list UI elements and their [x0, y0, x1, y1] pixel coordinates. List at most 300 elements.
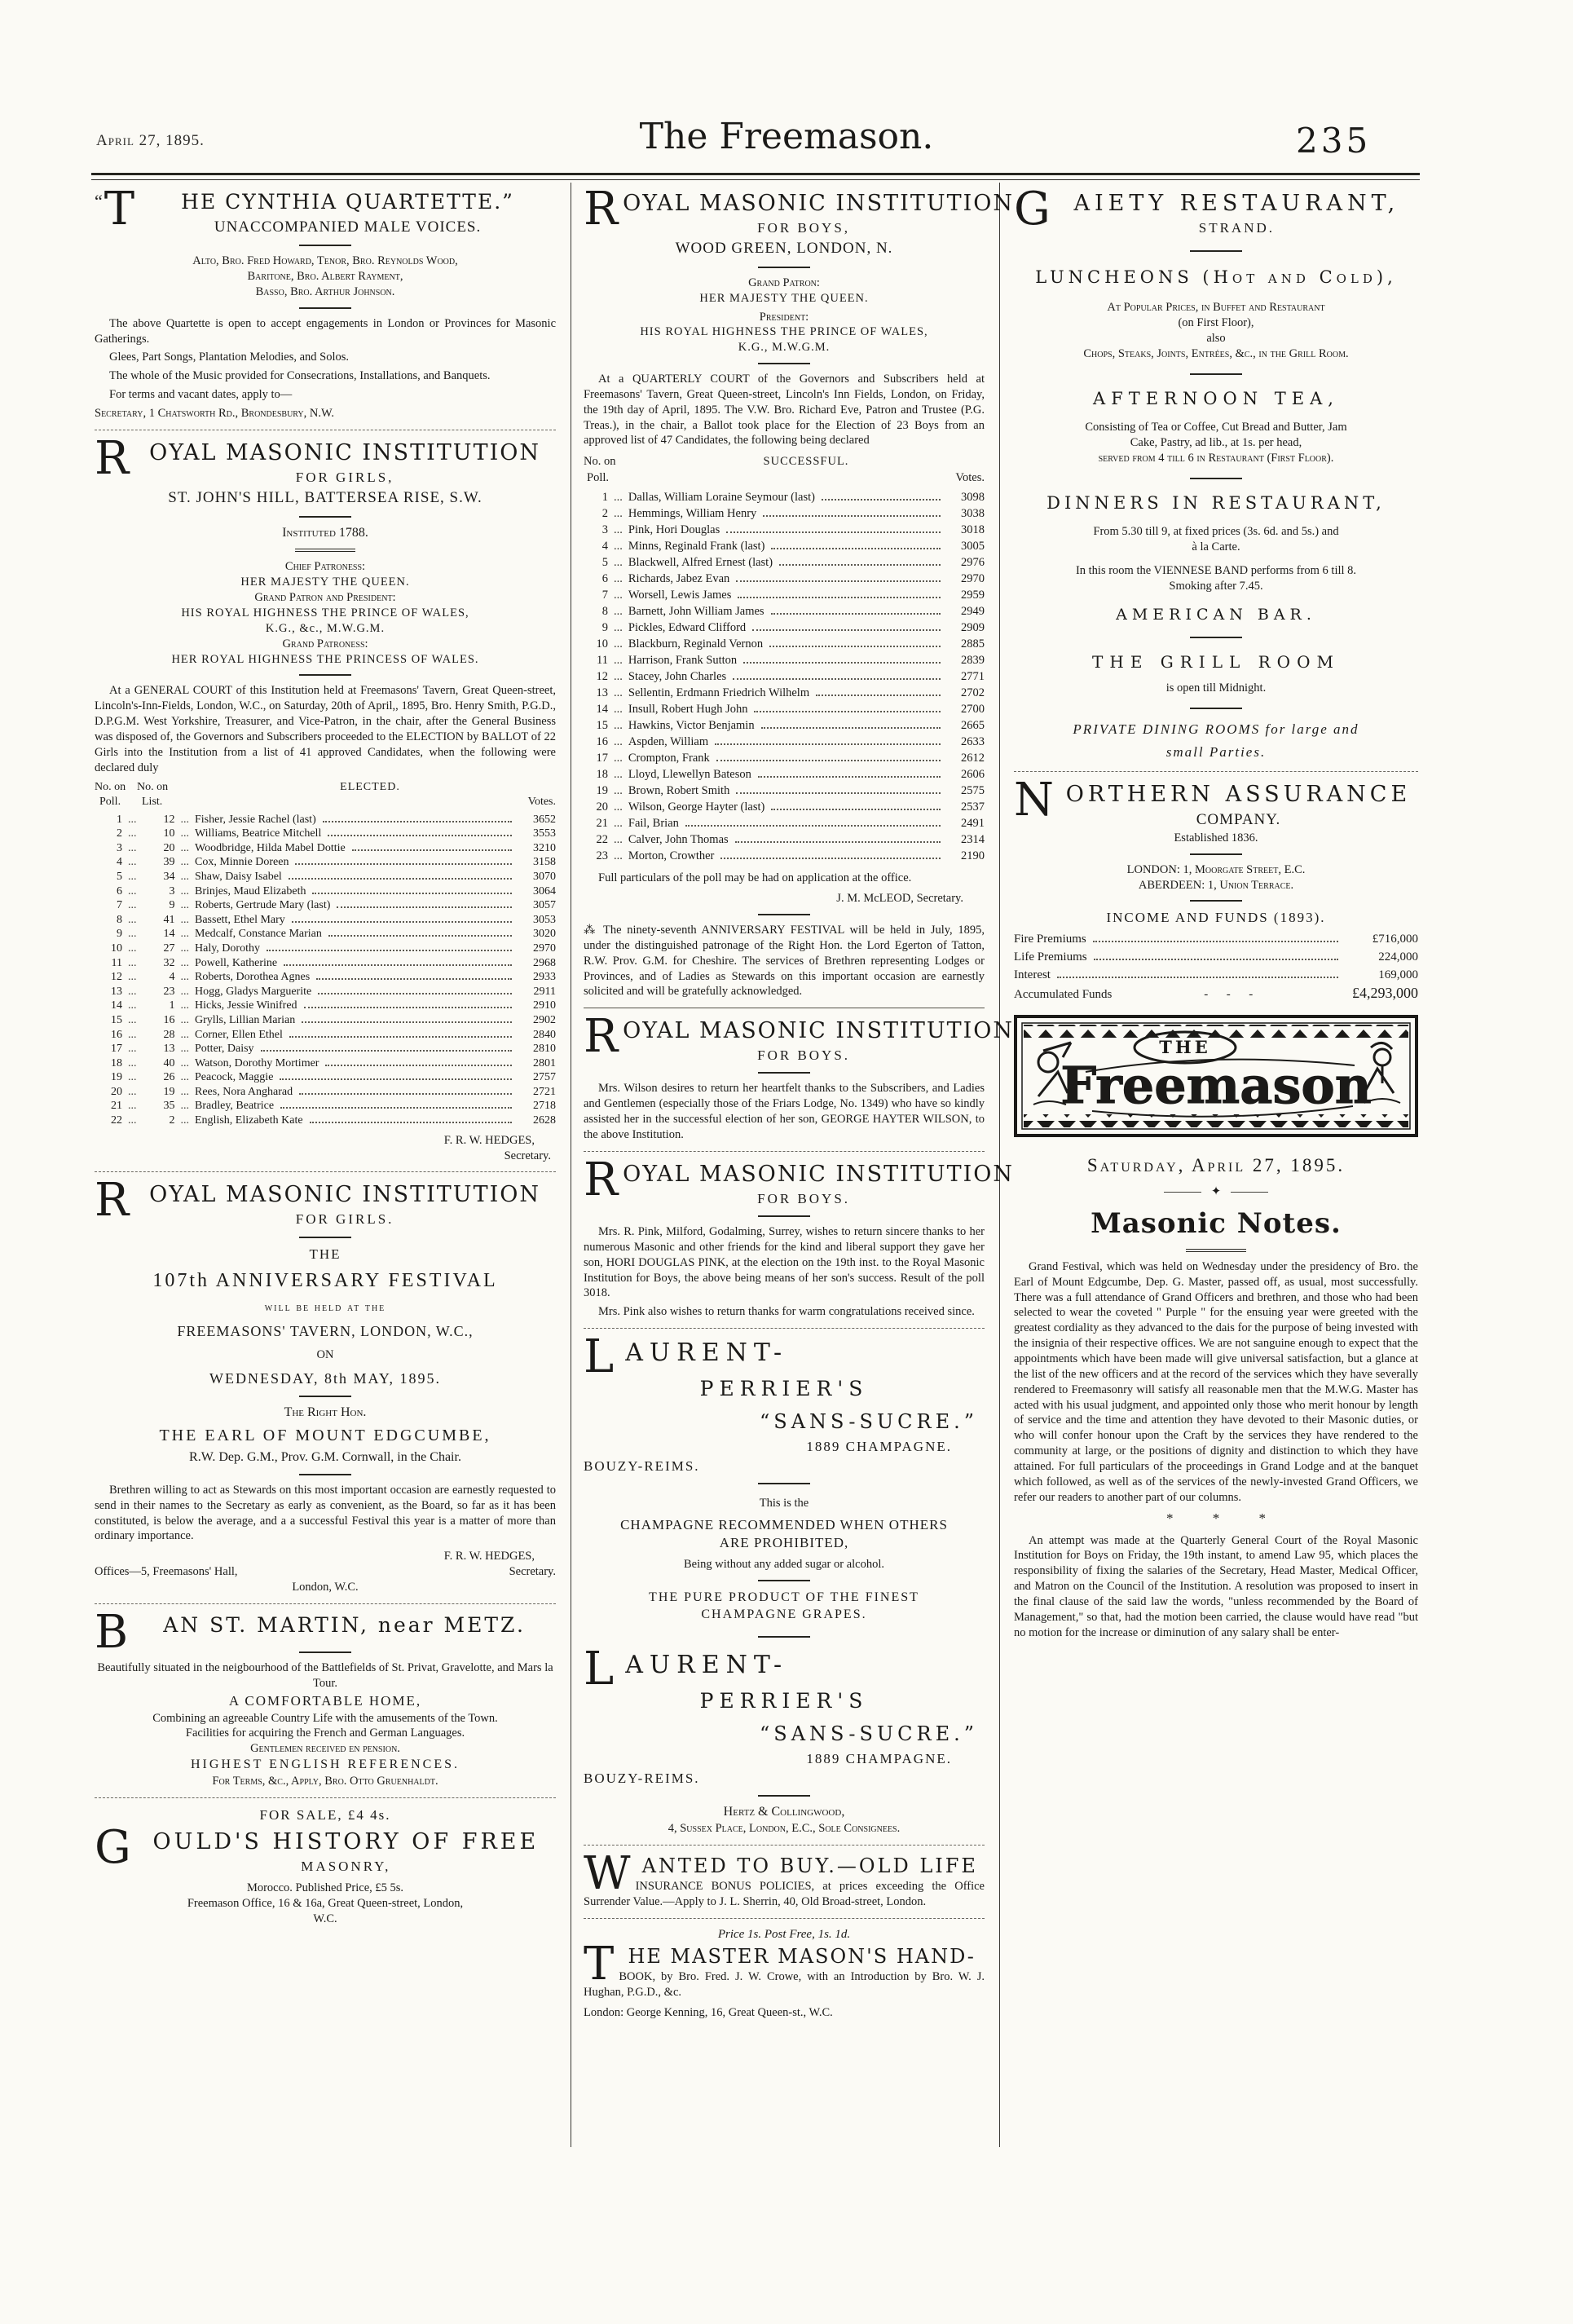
cynthia-secretary-address: Secretary, 1 Chatsworth Rd., Brondesbury, N.W. — [95, 406, 334, 420]
lp2-line1: AURENT- — [625, 1651, 789, 1680]
leader-line — [328, 935, 512, 937]
boys-row-poll: 4 — [601, 540, 608, 553]
income-funds-title: INCOME AND FUNDS (1893). — [1106, 910, 1326, 926]
leader-line — [779, 564, 941, 566]
dinners-line-1: From 5.30 till 9, at fixed prices (3s. 6d. and 5s.) and — [1093, 524, 1339, 538]
festival-institution-sub: FOR GIRLS. — [295, 1211, 394, 1228]
boys-row-votes: 2537 — [961, 800, 985, 814]
leader-line — [758, 776, 941, 778]
dinners-title: DINNERS IN RESTAURANT, — [1046, 492, 1386, 513]
leader-dots: ... — [614, 654, 623, 668]
ban-p1: Beautifully situated in the neigbourhood of the Battlefields of St. Privat, Gravelotte, and Mars la Tour. — [97, 1660, 553, 1690]
girls-row-list: 27 — [163, 942, 175, 955]
boys-row-name: Barnett, John William James — [628, 605, 764, 619]
girls-row-list: 39 — [163, 856, 175, 869]
leader-dots: ... — [614, 507, 623, 521]
girls-table-row — [95, 870, 556, 884]
lp2-line5: BOUZY-REIMS. — [584, 1771, 700, 1787]
leader-dots: ... — [180, 1028, 189, 1041]
girls-table-row — [95, 927, 556, 942]
boys-row-name: Pink, Hori Douglas — [628, 523, 720, 537]
boys-table-row — [584, 505, 985, 522]
girls-row-votes: 2968 — [533, 956, 556, 969]
girls-table-row — [95, 970, 556, 985]
section-divider — [95, 1171, 556, 1172]
girls-row-name: Williams, Beatrice Mitchell — [195, 827, 322, 840]
accumulated-label: Accumulated Funds — [1014, 988, 1113, 1002]
wanted-title: ANTED TO BUY.—OLD LIFE — [641, 1854, 978, 1877]
leader-line — [771, 809, 941, 810]
handbook-body: BOOK, by Bro. Fred. J. W. Crowe, with an Introduction by Bro. W. J. Hughan, P.G.D., &c. — [584, 1970, 985, 2000]
divider — [1190, 900, 1242, 902]
section-divider — [584, 1328, 985, 1329]
leader-line — [736, 580, 941, 582]
leader-dots: ... — [614, 719, 623, 733]
festival-the: THE — [309, 1246, 341, 1262]
leader-line — [743, 662, 941, 664]
boys-row-poll: 1 — [601, 491, 608, 505]
dropcap-r: R — [95, 431, 130, 485]
luncheons-line-4: Chops, Steaks, Joints, Entrées, &c., in the Grill Room. — [1083, 347, 1349, 361]
grill-room-title: THE GRILL ROOM — [1092, 652, 1340, 673]
leader-line — [304, 1007, 512, 1008]
star-separator: * * * — [1166, 1510, 1266, 1527]
boys-row-poll: 19 — [596, 784, 608, 798]
private-rooms-line-2: small Parties. — [1165, 743, 1267, 760]
leader-line — [761, 727, 941, 729]
girls-row-name: Medcalf, Constance Marian — [195, 928, 322, 941]
boys-president-1: HIS ROYAL HIGHNESS THE PRINCE OF WALES, — [640, 325, 928, 339]
ad-laurent-perrier-1 — [584, 1330, 985, 1638]
girls-table-row — [95, 913, 556, 928]
notes-para-2: An attempt was made at the Quarterly General Court of the Royal Masonic Institution for Boys on Friday, the 19th instant, to amend Law 95, which places the responsibility of fixing the salaries of the Secretary, Head Master, Medical Officer, and Matron on the Council of the Institution. A resolution was proposed to insert in the final clause of the said law the words, "unless recommended by the Board of Management," so that, had the motion been carried, the clause would have read "but no motion for the increase or diminution of any salary shall be enter- — [1014, 1533, 1418, 1639]
boys-table-row — [584, 538, 985, 554]
cynthia-title: HE CYNTHIA QUARTETTE.” — [181, 190, 514, 214]
festival-date: WEDNESDAY, 8th MAY, 1895. — [209, 1369, 442, 1387]
leader-dots: ... — [180, 1056, 189, 1069]
boys-table-row — [584, 571, 985, 587]
leader-line — [280, 1078, 512, 1080]
boys-row-name: Aspden, William — [628, 735, 709, 749]
girls-row-list: 35 — [163, 1100, 175, 1113]
leader-dots: ... — [128, 971, 137, 984]
girls-table-row — [95, 1113, 556, 1128]
divider — [758, 1215, 810, 1217]
girls-row-poll: 9 — [117, 928, 122, 941]
girls-row-poll: 18 — [111, 1056, 122, 1069]
divider — [299, 1396, 351, 1397]
boys-row-poll: 22 — [596, 833, 608, 847]
boys-table-row — [584, 620, 985, 636]
lp2-line3: “SANS-SUCRE.” — [760, 1722, 978, 1745]
girls-signature-title: Secretary. — [504, 1149, 551, 1162]
girls-row-list: 4 — [169, 971, 175, 984]
boys-row-votes: 2959 — [961, 589, 985, 602]
boys-row-poll: 18 — [596, 768, 608, 782]
page-number: 235 — [1296, 121, 1372, 161]
leader-dots: ... — [180, 1100, 189, 1113]
ornament-line — [1231, 1192, 1268, 1193]
accumulated-dashes: - - - — [1204, 988, 1254, 1002]
boys-row-name: Richards, Jabez Evan — [628, 572, 730, 586]
boys-row-votes: 2885 — [961, 637, 985, 651]
income-label: Life Premiums — [1014, 950, 1087, 964]
lp1-body-1: This is the — [759, 1496, 809, 1510]
girls-row-list: 32 — [163, 956, 175, 969]
handbook-price-line: Price 1s. Post Free, 1s. 1d. — [717, 1927, 851, 1941]
girls-row-name: Peacock, Maggie — [195, 1071, 274, 1084]
leader-dots: ... — [128, 884, 137, 897]
boys-court-para: At a QUARTERLY COURT of the Governors and Subscribers held at Freemasons' Tavern, Great Queen-street, Lincoln's Inn Fields, London, on Friday, the 19th day of April, 1895. The V.W. Bro. Richard Eve, Patron and Trustee (P.G. Treas.), in the chair, a Ballot took place for the Election of 23 Boys from an approved list of 47 Candidates, the following being declared — [584, 373, 985, 448]
leader-dots: ... — [128, 841, 137, 854]
girls-table-row — [95, 942, 556, 956]
pink-sub: FOR BOYS. — [757, 1190, 851, 1206]
girls-row-votes: 2902 — [533, 1013, 556, 1026]
lp1-body-6: CHAMPAGNE GRAPES. — [701, 1607, 867, 1621]
leader-dots: ... — [180, 1085, 189, 1098]
boys-row-poll: 13 — [596, 686, 608, 700]
boys-institution-sub2: WOOD GREEN, LONDON, N. — [675, 240, 893, 258]
grand-patron-2: K.G., &c., M.W.G.M. — [265, 621, 386, 635]
girls-row-votes: 2970 — [533, 942, 556, 955]
girls-row-name: Haly, Dorothy — [195, 942, 260, 955]
girls-table-row — [95, 884, 556, 899]
section-divider — [1014, 771, 1418, 772]
girls-row-list: 1 — [169, 999, 175, 1012]
leader-line — [769, 646, 941, 647]
girls-row-list: 28 — [163, 1028, 175, 1041]
divider — [758, 1795, 810, 1797]
boys-row-name: Insull, Robert Hugh John — [628, 703, 748, 717]
boys-row-name: Sellentin, Erdmann Friedrich Wilhelm — [628, 686, 810, 700]
divider — [299, 245, 351, 246]
boys-table — [584, 489, 985, 864]
girls-th-votes: Votes. — [527, 796, 556, 809]
girls-row-name: Rees, Nora Angharad — [195, 1085, 293, 1098]
ban-p7: For Terms, &c., Apply, Bro. Otto Gruenhaldt. — [212, 1774, 438, 1788]
divider — [1190, 853, 1242, 855]
ad-goulds-history — [95, 1806, 556, 1927]
boys-th-poll: Poll. — [587, 471, 609, 485]
ornament-line — [1164, 1192, 1201, 1193]
assurance-aberdeen-addr: ABERDEEN: 1, Union Terrace. — [1138, 878, 1294, 892]
boys-row-name: Worsell, Lewis James — [628, 589, 732, 602]
boys-row-votes: 2976 — [961, 556, 985, 570]
boys-table-row — [584, 766, 985, 783]
boys-row-votes: 3005 — [961, 540, 985, 553]
leader-dots: ... — [128, 928, 137, 941]
leader-dots: ... — [128, 1114, 137, 1127]
festival-institution-title: OYAL MASONIC INSTITUTION — [149, 1182, 540, 1208]
festival-chair-titles: R.W. Dep. G.M., Prov. G.M. Cornwall, in the Chair. — [189, 1450, 461, 1465]
girls-row-poll: 19 — [111, 1071, 122, 1084]
leader-line — [267, 950, 512, 951]
boys-row-votes: 2633 — [961, 735, 985, 749]
leader-line — [726, 531, 941, 533]
girls-table-row — [95, 813, 556, 827]
ban-p2: A COMFORTABLE HOME, — [228, 1693, 422, 1709]
girls-row-poll: 1 — [117, 813, 122, 826]
boys-table-row — [584, 848, 985, 864]
leader-dots: ... — [128, 1028, 137, 1041]
dropcap-w: W — [584, 1846, 631, 1900]
income-value: £716,000 — [1372, 933, 1418, 946]
leader-dots: ... — [180, 827, 189, 840]
pink-title: OYAL MASONIC INSTITUTION — [623, 1161, 1015, 1187]
masthead-name: Freemason — [1060, 1056, 1372, 1116]
boys-festival-para: ⁂ The ninety-seventh ANNIVERSARY FESTIVAL will be held in July, 1895, under the distinguished patronage of the Right Hon. the Lord Egerton of Tatton, R.W. Prov. G.M. for Cheshire. The services of Brethren representing Lodges or Provinces, and of Ladies as Stewards on this important occasion are earnestly solicited and will be gratefully acknowledged. — [584, 924, 985, 999]
leader-line — [289, 1036, 512, 1038]
girls-th-poll: Poll. — [99, 796, 121, 809]
leader-dots: ... — [180, 999, 189, 1012]
section-divider — [95, 1603, 556, 1604]
leader-line — [736, 792, 941, 794]
girls-row-name: Brinjes, Maud Elizabeth — [195, 884, 306, 897]
leader-line — [752, 629, 941, 631]
luncheons-line-2: (on First Floor), — [1178, 316, 1254, 330]
dropcap-r: R — [584, 183, 619, 236]
leader-dots: ... — [128, 813, 137, 826]
leader-line — [299, 1093, 512, 1095]
leader-line — [295, 863, 512, 865]
leader-dots: ... — [614, 768, 623, 782]
income-value: 224,000 — [1378, 950, 1418, 964]
lp1-body-2: CHAMPAGNE RECOMMENDED WHEN OTHERS — [620, 1516, 948, 1532]
ad-cynthia-quartette — [95, 183, 556, 430]
ban-title: AN ST. MARTIN, near METZ. — [163, 1612, 526, 1637]
boys-row-votes: 2949 — [961, 605, 985, 619]
cynthia-subtitle: UNACCOMPANIED MALE VOICES. — [214, 218, 482, 236]
tea-line-3: served from 4 till 6 in Restaurant (First Floor). — [1098, 451, 1334, 465]
boys-table-row — [584, 522, 985, 538]
leader-dots: ... — [614, 817, 623, 831]
girls-row-poll: 14 — [111, 999, 122, 1012]
leader-line — [754, 711, 941, 712]
column-3 — [1014, 183, 1418, 1643]
boys-table-row — [584, 554, 985, 571]
tea-line-2: Cake, Pastry, ad lib., at 1s. per head, — [1130, 436, 1302, 449]
girls-institution-title: OYAL MASONIC INSTITUTION — [149, 439, 540, 465]
boys-row-votes: 2612 — [961, 752, 985, 765]
girls-table-row — [95, 1099, 556, 1113]
ad-northern-assurance — [1014, 774, 1418, 1003]
boys-row-poll: 16 — [596, 735, 608, 749]
leader-line — [716, 760, 941, 761]
ad-wanted-to-buy — [584, 1846, 985, 1919]
leader-dots: ... — [128, 1043, 137, 1056]
ad-boys-thanks-wilson — [584, 1010, 1015, 1152]
boys-table-row — [584, 799, 985, 815]
girls-row-name: English, Elizabeth Kate — [195, 1114, 303, 1127]
leader-dots: ... — [614, 556, 623, 570]
income-row — [1014, 930, 1418, 948]
girls-row-list: 14 — [163, 928, 175, 941]
leader-line — [822, 499, 941, 501]
leader-line — [323, 821, 512, 822]
girls-institution-sub1: FOR GIRLS, — [295, 469, 394, 485]
american-bar-title: AMERICAN BAR. — [1116, 606, 1316, 624]
wilson-title: OYAL MASONIC INSTITUTION — [623, 1018, 1015, 1044]
cynthia-para-4: For terms and vacant dates, apply to— — [109, 388, 293, 402]
leader-dots: ... — [180, 841, 189, 854]
festival-office-2: London, W.C. — [292, 1580, 359, 1594]
girls-row-votes: 2910 — [533, 999, 556, 1012]
festival-stewards-para: Brethren willing to act as Stewards on this most important occasion are earnestly requested to send in their names to the Secretary as early as convenient, as the Board, so far as it has been constituted, is below the average, and a a successful Festival this year is a matter of more than ordinary importance. — [95, 1483, 556, 1543]
boys-table-row — [584, 603, 985, 620]
boys-row-votes: 2606 — [961, 768, 985, 782]
boys-row-name: Dallas, William Loraine Seymour (last) — [628, 491, 815, 505]
dropcap-t: T — [584, 1938, 615, 1991]
wilson-thanks-para: Mrs. Wilson desires to return her heartfelt thanks to the Subscribers, and Ladies and Gentlemen (especially those of the Friars Lodge, No. 1349) who have so kindly assisted her in the successful election of her son, GEORGE HAYTER WILSON, to the above Institution. — [584, 1082, 985, 1141]
leader-dots: ... — [128, 1085, 137, 1098]
leader-line — [816, 695, 941, 696]
girls-row-votes: 3553 — [533, 827, 556, 840]
boys-row-name: Fail, Brian — [628, 817, 679, 831]
divider — [299, 307, 351, 309]
boys-row-name: Harrison, Frank Sutton — [628, 654, 738, 668]
divider — [299, 1651, 351, 1653]
girls-row-votes: 2911 — [533, 985, 556, 998]
girls-signature: F. R. W. HEDGES, — [443, 1133, 535, 1147]
grand-patron-label: Grand Patron and President: — [254, 591, 396, 605]
girls-th-no-on: No. on — [137, 781, 169, 794]
leader-dots: ... — [614, 540, 623, 553]
leader-line — [325, 1065, 512, 1066]
dropcap-l: L — [584, 1643, 621, 1696]
girls-row-votes: 3057 — [533, 899, 556, 912]
girls-row-poll: 7 — [117, 899, 122, 912]
grand-patron-1: HIS ROYAL HIGHNESS THE PRINCE OF WALES, — [181, 606, 469, 620]
boys-row-poll: 10 — [596, 637, 608, 651]
boys-table-row — [584, 750, 985, 766]
girls-row-votes: 3020 — [533, 928, 556, 941]
girls-institution-sub2: ST. JOHN'S HILL, BATTERSEA RISE, S.W. — [168, 488, 482, 506]
divider — [758, 1636, 810, 1638]
girls-row-votes: 3158 — [533, 856, 556, 869]
leader-line — [771, 548, 941, 549]
girls-table-row — [95, 1085, 556, 1100]
ad-girls-election — [95, 431, 556, 1173]
boys-row-votes: 2190 — [961, 849, 985, 863]
leader-dots: ... — [180, 985, 189, 998]
cynthia-roster-3: Basso, Bro. Arthur Johnson. — [255, 284, 395, 298]
lp1-line1: AURENT- — [625, 1338, 789, 1368]
girls-row-list: 41 — [163, 913, 175, 926]
divider — [1190, 637, 1242, 638]
dinners-line-2: à la Carte. — [1192, 540, 1240, 553]
divider — [758, 914, 810, 915]
pink-thanks-para-1: Mrs. R. Pink, Milford, Godalming, Surrey, wishes to return sincere thanks to her numerous Masonic and other friends for the kind and liberal support they gave her son, HORI DOUGLAS PINK, at the election on the 19th inst. to the Royal Masonic Institution for Boys, the above being means of her son's success. Result of the poll 3018. — [584, 1224, 985, 1300]
boys-th-successful: SUCCESSFUL. — [763, 455, 849, 469]
boys-row-name: Stacey, John Charles — [628, 670, 727, 684]
boys-table-row — [584, 668, 985, 685]
leader-dots: ... — [180, 1013, 189, 1026]
girls-instituted: Instituted 1788. — [282, 525, 368, 540]
grand-patroness-label: Grand Patroness: — [282, 637, 368, 650]
boys-table-row — [584, 685, 985, 701]
boys-row-poll: 7 — [601, 589, 608, 602]
pink-thanks-para-2: Mrs. Pink also wishes to return thanks for warm congratulations received since. — [598, 1305, 975, 1319]
leader-dots: ... — [614, 621, 623, 635]
girls-row-poll: 15 — [111, 1013, 122, 1026]
leader-dots: ... — [128, 1100, 137, 1113]
boys-row-votes: 3038 — [961, 507, 985, 521]
girls-table — [95, 813, 556, 1128]
girls-table-row — [95, 956, 556, 971]
leader-dots: ... — [180, 870, 189, 883]
girls-table-row — [95, 841, 556, 856]
boys-row-votes: 2771 — [961, 670, 985, 684]
girls-row-poll: 8 — [117, 913, 122, 926]
boys-poll-footer: Full particulars of the poll may be had on application at the office. — [598, 871, 912, 885]
lp2-line2: PERRIER'S — [699, 1689, 869, 1713]
girls-row-votes: 2810 — [533, 1043, 556, 1056]
leader-dots: ... — [180, 928, 189, 941]
leader-dots: ... — [614, 800, 623, 814]
lp1-body-4: Being without any added sugar or alcohol. — [683, 1557, 885, 1571]
afternoon-tea-title: AFTERNOON TEA, — [1093, 388, 1339, 408]
leader-dots: ... — [614, 686, 623, 700]
leader-line — [1057, 977, 1338, 978]
girls-row-list: 26 — [163, 1071, 175, 1084]
girls-row-list: 20 — [163, 841, 175, 854]
girls-row-list: 34 — [163, 870, 175, 883]
boys-row-poll: 5 — [601, 556, 608, 570]
girls-row-name: Fisher, Jessie Rachel (last) — [195, 813, 316, 826]
boys-table-row — [584, 734, 985, 750]
leader-line — [337, 906, 512, 908]
boys-row-poll: 8 — [601, 605, 608, 619]
divider — [295, 549, 355, 552]
girls-row-votes: 2757 — [533, 1071, 556, 1084]
boys-grand-patron: HER MAJESTY THE QUEEN. — [699, 291, 869, 305]
festival-signature-title: Secretary. — [509, 1565, 556, 1579]
divider — [299, 1474, 351, 1475]
boys-row-poll: 11 — [597, 654, 608, 668]
leader-dots: ... — [180, 1043, 189, 1056]
ad-master-masons-handbook — [584, 1927, 985, 2021]
boys-row-poll: 9 — [601, 621, 608, 635]
boys-th-votes: Votes. — [955, 471, 985, 485]
girls-row-poll: 20 — [111, 1085, 122, 1098]
boys-row-name: Wilson, George Hayter (last) — [628, 800, 765, 814]
girls-row-name: Potter, Daisy — [195, 1043, 254, 1056]
boys-table-row — [584, 831, 985, 848]
leader-dots: ... — [128, 827, 137, 840]
boys-table-row — [584, 587, 985, 603]
leader-dots: ... — [180, 1114, 189, 1127]
ad-laurent-perrier-2 — [584, 1643, 985, 1846]
girls-row-votes: 2628 — [533, 1114, 556, 1127]
festival-venue: FREEMASONS' TAVERN, LONDON, W.C., — [177, 1322, 474, 1339]
dropcap-g: G — [1014, 183, 1051, 236]
divider — [1186, 1249, 1246, 1252]
girls-row-votes: 3210 — [533, 841, 556, 854]
boys-row-name: Hawkins, Victor Benjamin — [628, 719, 755, 733]
leader-dots: ... — [614, 637, 623, 651]
handbook-title: HE MASTER MASON'S HAND- — [628, 1945, 976, 1969]
divider — [758, 267, 810, 268]
girls-table-row — [95, 1028, 556, 1043]
assurance-london-addr: LONDON: 1, Moorgate Street, E.C. — [1126, 862, 1306, 876]
boys-row-votes: 2700 — [961, 703, 985, 717]
leader-dots: ... — [180, 942, 189, 955]
leader-line — [284, 964, 512, 966]
leader-line — [289, 878, 512, 880]
dropcap-r: R — [584, 1153, 619, 1206]
girls-table-row — [95, 827, 556, 841]
leader-line — [302, 1021, 512, 1023]
